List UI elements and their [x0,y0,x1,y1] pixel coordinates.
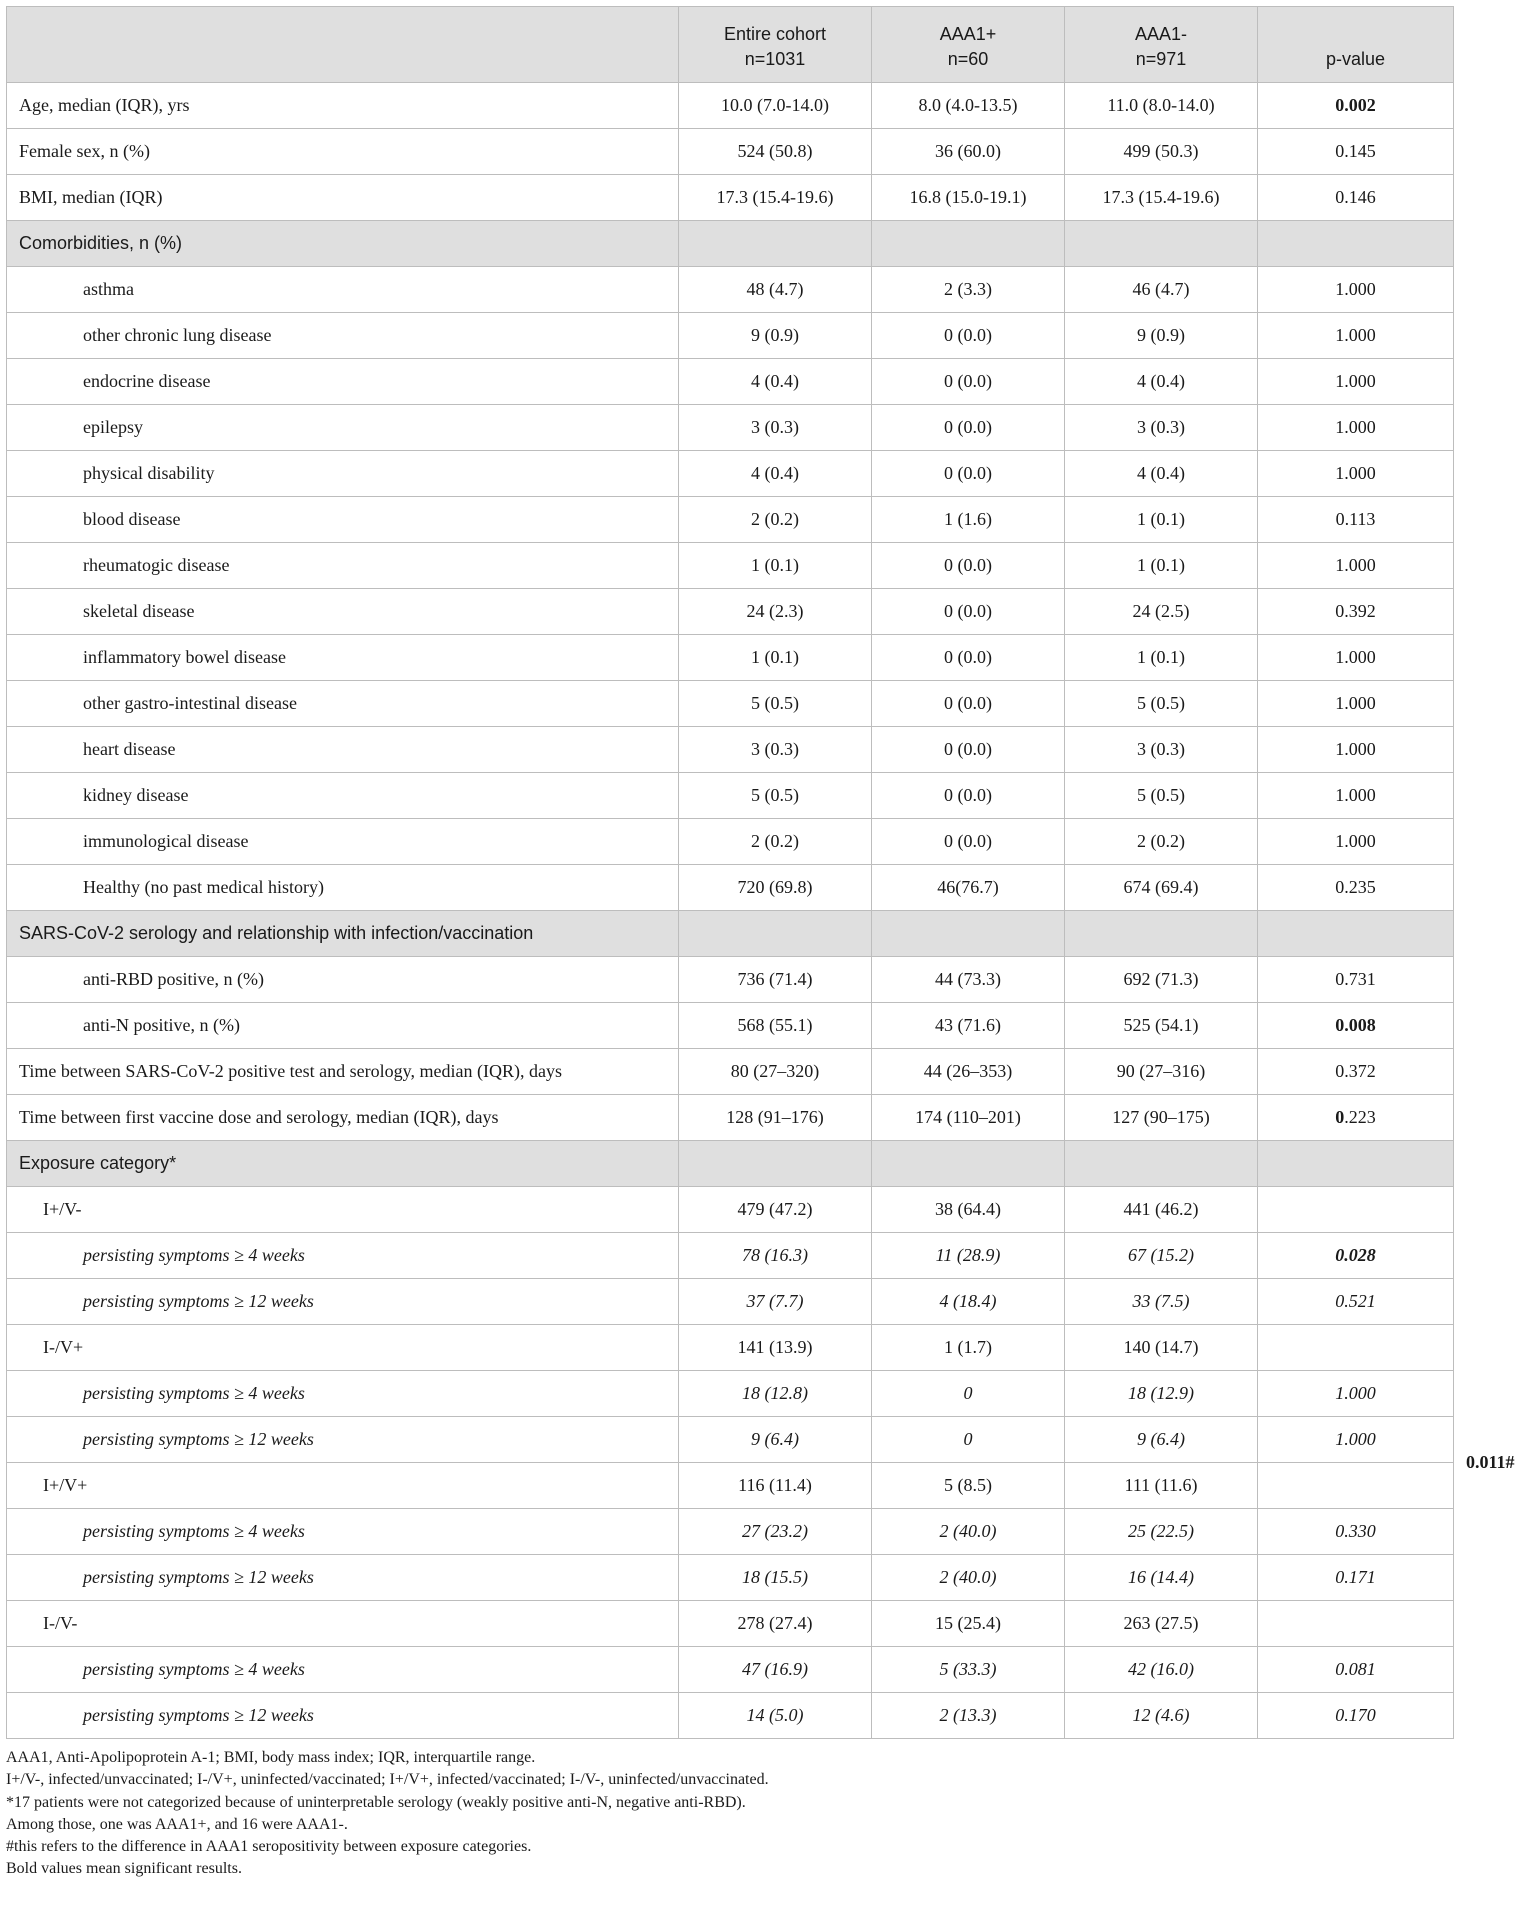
footnote-line: AAA1, Anti-Apolipoprotein A-1; BMI, body mass index; IQR, interquartile range. [6,1749,536,1766]
p-value: 0.113 [1258,497,1454,543]
value-aaa1-positive: 1 (1.6) [872,497,1065,543]
value-aaa1-positive: 0 (0.0) [872,451,1065,497]
table-footnotes [6,1747,1453,1881]
value-entire-cohort: 78 (16.3) [679,1233,872,1279]
value-aaa1-negative: 4 (0.4) [1065,451,1258,497]
value-entire-cohort: 278 (27.4) [679,1601,872,1647]
p-value: 0.521 [1258,1279,1454,1325]
value-aaa1-negative: 16 (14.4) [1065,1555,1258,1601]
row-label: persisting symptoms ≥ 4 weeks [7,1509,679,1555]
row-label: I-/V- [7,1601,679,1647]
value-entire-cohort: 27 (23.2) [679,1509,872,1555]
value-entire-cohort: 2 (0.2) [679,819,872,865]
section-title: Comorbidities, n (%) [7,221,679,267]
header-line: n=971 [1135,49,1187,69]
value-aaa1-positive: 5 (8.5) [872,1463,1065,1509]
p-value: 1.000 [1258,359,1454,405]
value-aaa1-positive: 2 (40.0) [872,1555,1065,1601]
header-empty-cell [7,7,679,83]
section-comorbidities [7,221,1454,267]
value-aaa1-negative: 12 (4.6) [1065,1693,1258,1739]
section-filler [1258,911,1454,957]
table-row [7,1371,1454,1417]
value-entire-cohort: 9 (6.4) [679,1417,872,1463]
section-filler [1258,221,1454,267]
value-aaa1-negative: 17.3 (15.4-19.6) [1065,175,1258,221]
row-label: persisting symptoms ≥ 12 weeks [7,1693,679,1739]
row-label: persisting symptoms ≥ 12 weeks [7,1279,679,1325]
table-row [7,129,1454,175]
value-aaa1-positive: 0 (0.0) [872,681,1065,727]
value-entire-cohort: 18 (15.5) [679,1555,872,1601]
p-value: 1.000 [1258,773,1454,819]
p-value: 0.028 [1258,1233,1454,1279]
value-aaa1-positive: 1 (1.7) [872,1325,1065,1371]
header-aaa1-positive [872,7,1065,83]
value-entire-cohort: 3 (0.3) [679,405,872,451]
row-label: epilepsy [7,405,679,451]
value-aaa1-positive: 11 (28.9) [872,1233,1065,1279]
value-entire-cohort: 1 (0.1) [679,635,872,681]
table-row [7,313,1454,359]
header-line: p-value [1325,49,1386,69]
value-aaa1-positive: 0 (0.0) [872,727,1065,773]
row-label: Time between SARS-CoV-2 positive test and serology, median (IQR), days [7,1049,679,1095]
footnote-line: #this refers to the difference in AAA1 seropositivity between exposure categories. [6,1838,532,1856]
p-value: 1.000 [1258,313,1454,359]
value-aaa1-positive: 4 (18.4) [872,1279,1065,1325]
table-row [7,681,1454,727]
table-row [7,497,1454,543]
value-aaa1-positive: 0 (0.0) [872,313,1065,359]
p-value-empty [1258,1463,1454,1509]
value-entire-cohort: 80 (27–320) [679,1049,872,1095]
section-filler [679,221,872,267]
table-row [7,1647,1454,1693]
value-entire-cohort: 568 (55.1) [679,1003,872,1049]
value-aaa1-positive: 2 (3.3) [872,267,1065,313]
value-entire-cohort: 14 (5.0) [679,1693,872,1739]
value-aaa1-positive: 15 (25.4) [872,1601,1065,1647]
table-row [7,727,1454,773]
section-filler [872,911,1065,957]
value-aaa1-negative: 140 (14.7) [1065,1325,1258,1371]
value-entire-cohort: 720 (69.8) [679,865,872,911]
row-label: persisting symptoms ≥ 4 weeks [7,1371,679,1417]
value-aaa1-negative: 33 (7.5) [1065,1279,1258,1325]
value-entire-cohort: 18 (12.8) [679,1371,872,1417]
section-filler [1258,1141,1454,1187]
value-entire-cohort: 17.3 (15.4-19.6) [679,175,872,221]
p-value: 1.000 [1258,635,1454,681]
value-entire-cohort: 2 (0.2) [679,497,872,543]
value-entire-cohort: 524 (50.8) [679,129,872,175]
value-aaa1-positive: 8.0 (4.0-13.5) [872,83,1065,129]
table-row [7,1417,1454,1463]
header-line: n=1031 [744,49,806,69]
section-filler [1065,911,1258,957]
table-row [7,1325,1454,1371]
table-row [7,865,1454,911]
value-entire-cohort: 37 (7.7) [679,1279,872,1325]
p-value: 0.731 [1258,957,1454,1003]
value-aaa1-negative: 25 (22.5) [1065,1509,1258,1555]
value-aaa1-negative: 674 (69.4) [1065,865,1258,911]
section-title: SARS-CoV-2 serology and relationship with infection/vaccination [7,911,679,957]
value-entire-cohort: 141 (13.9) [679,1325,872,1371]
row-label: Healthy (no past medical history) [7,865,679,911]
header-entire-cohort [679,7,872,83]
header-line: AAA1- [1134,24,1188,44]
footnote-line: I+/V-, infected/unvaccinated; I-/V+, uninfected/vaccinated; I+/V+, infected/vaccinated; I-/V-, uninfected/unvaccinated. [6,1771,769,1789]
row-label: Female sex, n (%) [7,129,679,175]
table-body [7,83,1515,1739]
p-value-empty [1258,1187,1454,1233]
p-value-rest: .223 [1344,1107,1376,1127]
table-row [7,1095,1454,1141]
value-aaa1-negative: 9 (6.4) [1065,1417,1258,1463]
row-label: immunological disease [7,819,679,865]
row-label: anti-N positive, n (%) [7,1003,679,1049]
table-row [7,589,1454,635]
p-value: 1.000 [1258,681,1454,727]
value-entire-cohort: 479 (47.2) [679,1187,872,1233]
table-row [7,83,1454,129]
value-entire-cohort: 1 (0.1) [679,543,872,589]
value-aaa1-positive: 0 (0.0) [872,359,1065,405]
row-label: other gastro-intestinal disease [7,681,679,727]
table-row [7,819,1454,865]
p-value: 0.146 [1258,175,1454,221]
p-value: 0.002 [1258,83,1454,129]
value-aaa1-positive: 36 (60.0) [872,129,1065,175]
table-row [7,1003,1454,1049]
table-row [7,267,1454,313]
value-aaa1-negative: 5 (0.5) [1065,681,1258,727]
p-value: 0.081 [1258,1647,1454,1693]
header-line: n=60 [947,49,989,69]
table-row [7,1509,1454,1555]
section-filler [679,911,872,957]
header-aaa1-negative [1065,7,1258,83]
section-filler [1065,221,1258,267]
value-entire-cohort: 5 (0.5) [679,773,872,819]
table-container [6,6,1515,1881]
table-row [7,1279,1454,1325]
p-value: 1.000 [1258,1417,1454,1463]
table-row [7,1601,1454,1647]
value-aaa1-negative: 499 (50.3) [1065,129,1258,175]
value-aaa1-positive: 46(76.7) [872,865,1065,911]
row-label: skeletal disease [7,589,679,635]
section-filler [872,1141,1065,1187]
p-value: 0.235 [1258,865,1454,911]
value-entire-cohort: 128 (91–176) [679,1095,872,1141]
footnote-line: Among those, one was AAA1+, and 16 were AAA1-. [6,1815,348,1833]
value-entire-cohort: 24 (2.3) [679,589,872,635]
value-aaa1-positive: 44 (73.3) [872,957,1065,1003]
p-value [1258,1095,1454,1141]
row-label: persisting symptoms ≥ 4 weeks [7,1647,679,1693]
row-label: Age, median (IQR), yrs [7,83,679,129]
p-value: 0.170 [1258,1693,1454,1739]
table-row [7,405,1454,451]
p-value-empty [1258,1325,1454,1371]
value-aaa1-negative: 46 (4.7) [1065,267,1258,313]
value-aaa1-negative: 1 (0.1) [1065,497,1258,543]
p-value: 1.000 [1258,819,1454,865]
row-label: Time between first vaccine dose and serology, median (IQR), days [7,1095,679,1141]
value-entire-cohort: 10.0 (7.0-14.0) [679,83,872,129]
value-aaa1-negative: 67 (15.2) [1065,1233,1258,1279]
table-row [7,543,1454,589]
p-value: 1.000 [1258,1371,1454,1417]
cohort-characteristics-table [6,6,1515,1739]
row-label: heart disease [7,727,679,773]
value-aaa1-positive: 0 (0.0) [872,543,1065,589]
footnote-line: Bold values mean significant results. [6,1860,242,1878]
table-row [7,1693,1454,1739]
table-row [7,1049,1454,1095]
table-row [7,957,1454,1003]
row-label: persisting symptoms ≥ 12 weeks [7,1417,679,1463]
table-row [7,1233,1454,1279]
row-label: kidney disease [7,773,679,819]
value-aaa1-negative: 525 (54.1) [1065,1003,1258,1049]
value-aaa1-negative: 90 (27–316) [1065,1049,1258,1095]
row-label: I+/V- [7,1187,679,1233]
row-label: anti-RBD positive, n (%) [7,957,679,1003]
value-aaa1-positive: 0 (0.0) [872,819,1065,865]
table-row: I+/V- 479 (47.2) 38 (64.4) 441 (46.2) 0.011# [7,1187,1454,1233]
table-row [7,1463,1454,1509]
value-entire-cohort: 5 (0.5) [679,681,872,727]
header-line: AAA1+ [939,24,997,44]
value-aaa1-positive: 0 [872,1417,1065,1463]
value-aaa1-negative: 18 (12.9) [1065,1371,1258,1417]
row-label: I-/V+ [7,1325,679,1371]
value-aaa1-negative: 5 (0.5) [1065,773,1258,819]
p-value: 0.145 [1258,129,1454,175]
section-filler [872,221,1065,267]
p-value: 1.000 [1258,267,1454,313]
value-aaa1-negative: 1 (0.1) [1065,543,1258,589]
value-aaa1-negative: 9 (0.9) [1065,313,1258,359]
header-line: Entire cohort [723,24,827,44]
value-entire-cohort: 3 (0.3) [679,727,872,773]
value-aaa1-negative: 2 (0.2) [1065,819,1258,865]
value-aaa1-negative: 1 (0.1) [1065,635,1258,681]
table-row [7,773,1454,819]
value-aaa1-positive: 0 (0.0) [872,405,1065,451]
header-row [7,7,1454,83]
value-entire-cohort: 48 (4.7) [679,267,872,313]
header-p-value [1258,7,1454,83]
row-label: blood disease [7,497,679,543]
value-aaa1-negative: 42 (16.0) [1065,1647,1258,1693]
value-aaa1-negative: 24 (2.5) [1065,589,1258,635]
value-aaa1-positive: 16.8 (15.0-19.1) [872,175,1065,221]
value-aaa1-positive: 38 (64.4) [872,1187,1065,1233]
table-row [7,635,1454,681]
p-value: 0.392 [1258,589,1454,635]
row-label: physical disability [7,451,679,497]
p-value: 1.000 [1258,451,1454,497]
value-aaa1-negative: 4 (0.4) [1065,359,1258,405]
section-title: Exposure category* [7,1141,679,1187]
row-label: asthma [7,267,679,313]
value-aaa1-positive: 0 (0.0) [872,773,1065,819]
value-aaa1-negative: 3 (0.3) [1065,727,1258,773]
value-aaa1-positive: 2 (13.3) [872,1693,1065,1739]
value-entire-cohort: 4 (0.4) [679,451,872,497]
value-aaa1-positive: 0 [872,1371,1065,1417]
value-aaa1-negative: 11.0 (8.0-14.0) [1065,83,1258,129]
section-filler [1065,1141,1258,1187]
table-row [7,359,1454,405]
p-value: 1.000 [1258,543,1454,589]
value-aaa1-positive: 0 (0.0) [872,635,1065,681]
p-value: 0.008 [1258,1003,1454,1049]
value-aaa1-negative: 111 (11.6) [1065,1463,1258,1509]
section-exposure [7,1141,1454,1187]
p-value-empty [1258,1601,1454,1647]
value-aaa1-negative: 3 (0.3) [1065,405,1258,451]
value-aaa1-positive: 43 (71.6) [872,1003,1065,1049]
value-entire-cohort: 47 (16.9) [679,1647,872,1693]
value-aaa1-positive: 2 (40.0) [872,1509,1065,1555]
row-label: inflammatory bowel disease [7,635,679,681]
value-aaa1-negative: 263 (27.5) [1065,1601,1258,1647]
row-label: endocrine disease [7,359,679,405]
value-aaa1-positive: 0 (0.0) [872,589,1065,635]
value-entire-cohort: 116 (11.4) [679,1463,872,1509]
table-row [7,1555,1454,1601]
value-aaa1-positive: 5 (33.3) [872,1647,1065,1693]
footnote-line: *17 patients were not categorized because of uninterpretable serology (weakly positive anti-N, negative anti-RBD). [6,1793,746,1811]
value-aaa1-negative: 692 (71.3) [1065,957,1258,1003]
section-serology [7,911,1454,957]
section-filler [679,1141,872,1187]
table-row [7,175,1454,221]
value-entire-cohort: 9 (0.9) [679,313,872,359]
p-value-bold-part: 0 [1335,1107,1345,1127]
p-value: 0.171 [1258,1555,1454,1601]
row-label: rheumatogic disease [7,543,679,589]
value-entire-cohort: 4 (0.4) [679,359,872,405]
row-label: other chronic lung disease [7,313,679,359]
row-label: I+/V+ [7,1463,679,1509]
p-value: 1.000 [1258,405,1454,451]
p-value: 1.000 [1258,727,1454,773]
value-aaa1-negative: 127 (90–175) [1065,1095,1258,1141]
value-aaa1-negative: 441 (46.2) [1065,1187,1258,1233]
p-value: 0.372 [1258,1049,1454,1095]
row-label: BMI, median (IQR) [7,175,679,221]
value-aaa1-positive: 174 (110–201) [872,1095,1065,1141]
table-row [7,451,1454,497]
p-value: 0.330 [1258,1509,1454,1555]
row-label: persisting symptoms ≥ 4 weeks [7,1233,679,1279]
value-entire-cohort: 736 (71.4) [679,957,872,1003]
row-label: persisting symptoms ≥ 12 weeks [7,1555,679,1601]
value-aaa1-positive: 44 (26–353) [872,1049,1065,1095]
